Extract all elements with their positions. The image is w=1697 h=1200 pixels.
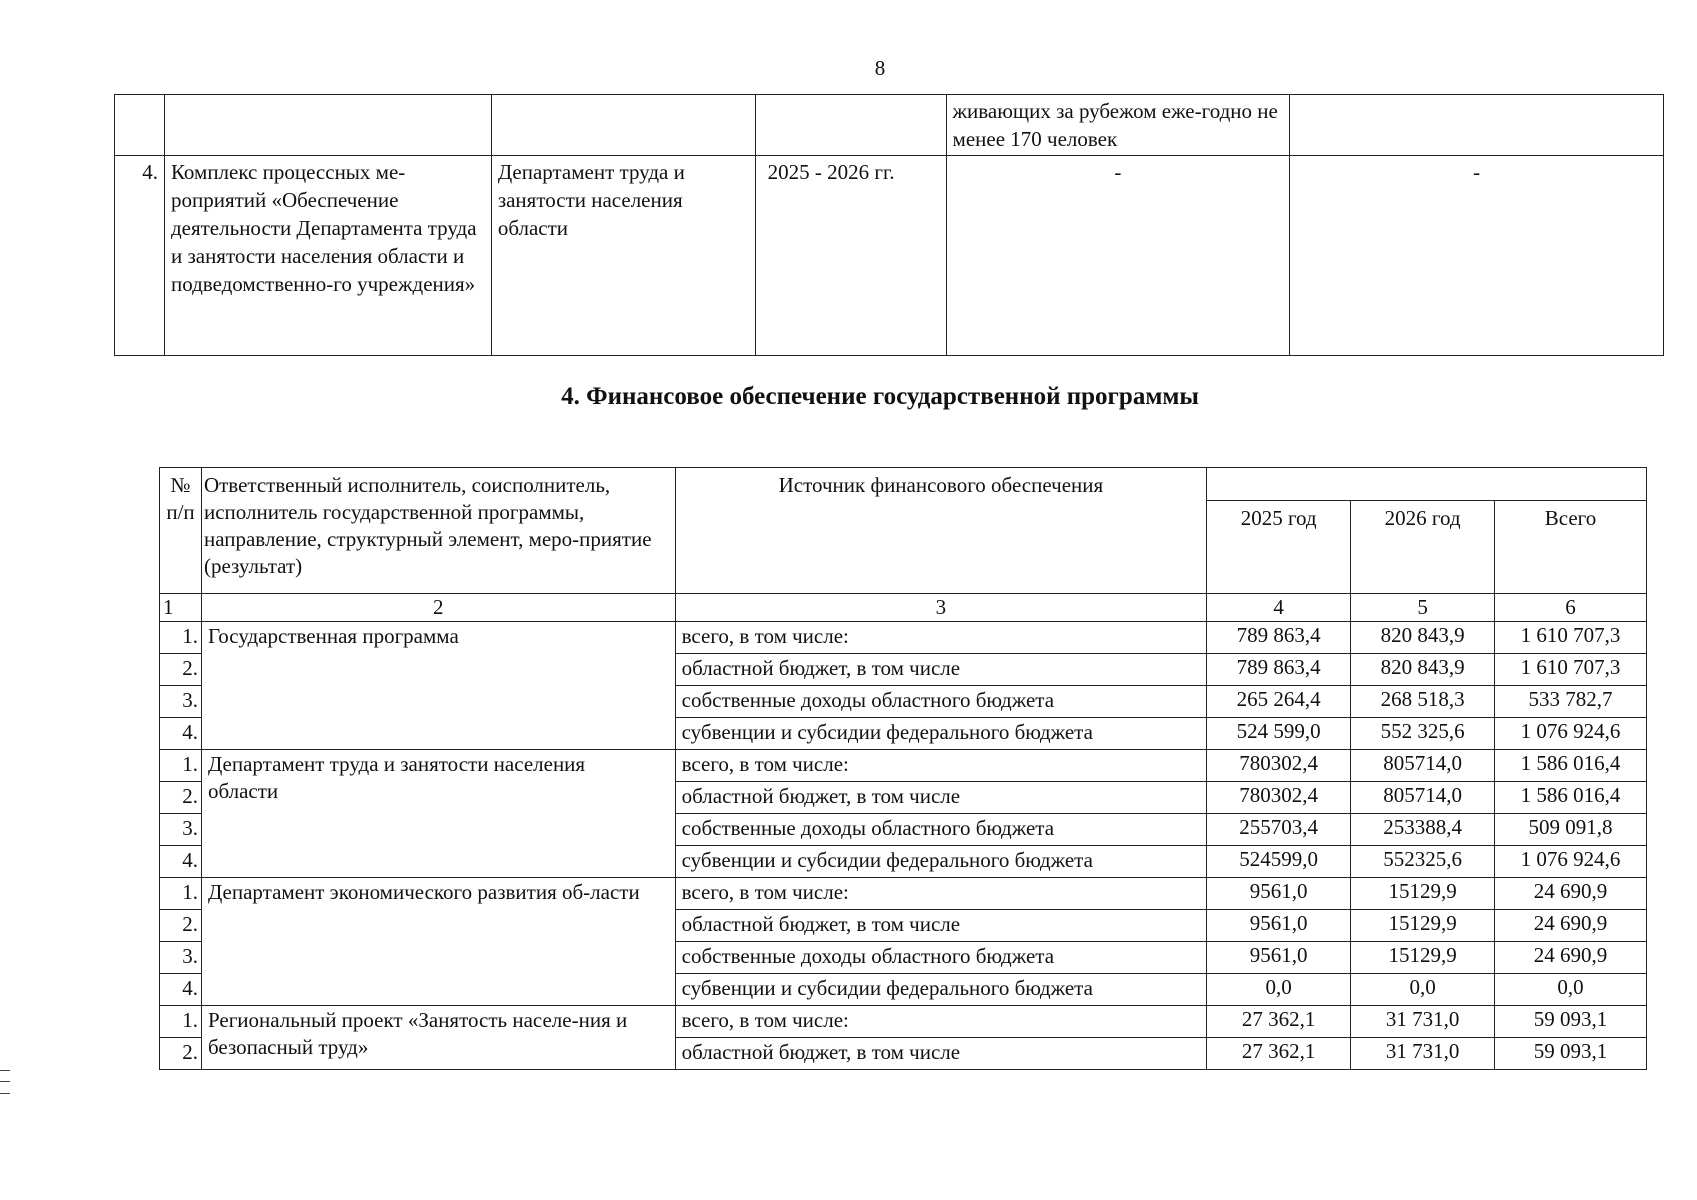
table-row [115, 95, 1664, 156]
row-index: 1. [160, 750, 202, 782]
cell-result: - [946, 156, 1290, 356]
cell-num [115, 95, 165, 156]
source-cell: собственные доходы областного бюджета [675, 942, 1207, 974]
cell-result: живающих за рубежом еже-годно не менее 170 человек [946, 95, 1290, 156]
value-2026: 253388,4 [1351, 814, 1495, 846]
cell-name [164, 95, 491, 156]
cell-extra: - [1290, 156, 1664, 356]
program-table-continuation [114, 94, 1664, 356]
col-number: 2 [201, 594, 675, 622]
page-number: 8 [874, 56, 886, 80]
value-2025: 255703,4 [1207, 814, 1351, 846]
value-2025: 27 362,1 [1207, 1038, 1351, 1070]
value-2025: 780302,4 [1207, 782, 1351, 814]
row-index: 2. [160, 1038, 202, 1070]
col-number: 5 [1351, 594, 1495, 622]
row-index: 4. [160, 718, 202, 750]
financing-table [159, 467, 1647, 1070]
group-name: Департамент труда и занятости населения области [201, 750, 675, 878]
value-total: 1 076 924,6 [1495, 718, 1647, 750]
value-2026: 552 325,6 [1351, 718, 1495, 750]
value-2026: 15129,9 [1351, 910, 1495, 942]
row-index: 3. [160, 814, 202, 846]
margin-mark [0, 1070, 10, 1094]
value-2025: 9561,0 [1207, 878, 1351, 910]
value-total: 1 610 707,3 [1495, 622, 1647, 654]
col-number: 3 [675, 594, 1207, 622]
source-cell: собственные доходы областного бюджета [675, 686, 1207, 718]
cell-period: 2025 - 2026 гг. [755, 156, 946, 356]
row-index: 2. [160, 654, 202, 686]
value-2026: 805714,0 [1351, 782, 1495, 814]
value-total: 533 782,7 [1495, 686, 1647, 718]
row-index: 4. [160, 974, 202, 1006]
value-total: 1 586 016,4 [1495, 782, 1647, 814]
header-years-group [1207, 468, 1647, 501]
value-2026: 31 731,0 [1351, 1006, 1495, 1038]
cell-executor [491, 95, 755, 156]
row-index: 2. [160, 910, 202, 942]
value-2025: 265 264,4 [1207, 686, 1351, 718]
header-2025: 2025 год [1207, 501, 1351, 594]
row-index: 1. [160, 622, 202, 654]
value-2025: 524599,0 [1207, 846, 1351, 878]
cell-extra [1290, 95, 1664, 156]
table-row [160, 1006, 1647, 1038]
group-name: Государственная программа [201, 622, 675, 750]
value-total: 59 093,1 [1495, 1038, 1647, 1070]
value-2026: 0,0 [1351, 974, 1495, 1006]
value-2025: 9561,0 [1207, 942, 1351, 974]
cell-period [755, 95, 946, 156]
source-cell: областной бюджет, в том числе [675, 1038, 1207, 1070]
value-total: 1 586 016,4 [1495, 750, 1647, 782]
source-cell: субвенции и субсидии федерального бюджета [675, 718, 1207, 750]
group-name: Департамент экономического развития об-ласти [201, 878, 675, 1006]
row-index: 3. [160, 942, 202, 974]
value-2025: 780302,4 [1207, 750, 1351, 782]
table-row [160, 878, 1647, 910]
row-index: 1. [160, 1006, 202, 1038]
value-total: 24 690,9 [1495, 910, 1647, 942]
value-2025: 789 863,4 [1207, 654, 1351, 686]
value-2025: 9561,0 [1207, 910, 1351, 942]
value-total: 0,0 [1495, 974, 1647, 1006]
value-2025: 0,0 [1207, 974, 1351, 1006]
value-total: 1 076 924,6 [1495, 846, 1647, 878]
source-cell: областной бюджет, в том числе [675, 782, 1207, 814]
source-cell: областной бюджет, в том числе [675, 910, 1207, 942]
table-row [160, 622, 1647, 654]
value-total: 1 610 707,3 [1495, 654, 1647, 686]
col-number: 1 [160, 594, 202, 622]
col-number: 6 [1495, 594, 1647, 622]
table-row [160, 750, 1647, 782]
row-index: 4. [160, 846, 202, 878]
header-source: Источник финансового обеспечения [675, 468, 1207, 594]
source-cell: всего, в том числе: [675, 750, 1207, 782]
row-index: 3. [160, 686, 202, 718]
cell-num: 4. [115, 156, 165, 356]
value-2026: 820 843,9 [1351, 654, 1495, 686]
row-index: 1. [160, 878, 202, 910]
header-num: № п/п [160, 468, 202, 594]
source-cell: областной бюджет, в том числе [675, 654, 1207, 686]
value-2026: 15129,9 [1351, 942, 1495, 974]
value-2026: 820 843,9 [1351, 622, 1495, 654]
header-total: Всего [1495, 501, 1647, 594]
row-index: 2. [160, 782, 202, 814]
header-2026: 2026 год [1351, 501, 1495, 594]
value-2025: 789 863,4 [1207, 622, 1351, 654]
source-cell: всего, в том числе: [675, 1006, 1207, 1038]
header-row [160, 468, 1647, 501]
value-total: 24 690,9 [1495, 942, 1647, 974]
value-2025: 27 362,1 [1207, 1006, 1351, 1038]
value-total: 59 093,1 [1495, 1006, 1647, 1038]
group-name: Региональный проект «Занятость населе-ния и безопасный труд» [201, 1006, 675, 1070]
header-executor: Ответственный исполнитель, соисполнитель, исполнитель государственной программы, направление, структурный элемент, меро-приятие (результат) [201, 468, 675, 594]
value-2026: 805714,0 [1351, 750, 1495, 782]
value-2026: 552325,6 [1351, 846, 1495, 878]
table-row [115, 156, 1664, 356]
cell-executor: Департамент труда и занятости населения области [491, 156, 755, 356]
value-2026: 31 731,0 [1351, 1038, 1495, 1070]
source-cell: субвенции и субсидии федерального бюджета [675, 846, 1207, 878]
col-number: 4 [1207, 594, 1351, 622]
value-2025: 524 599,0 [1207, 718, 1351, 750]
value-2026: 268 518,3 [1351, 686, 1495, 718]
source-cell: всего, в том числе: [675, 878, 1207, 910]
value-total: 24 690,9 [1495, 878, 1647, 910]
value-total: 509 091,8 [1495, 814, 1647, 846]
column-numbers-row [160, 594, 1647, 622]
source-cell: всего, в том числе: [675, 622, 1207, 654]
value-2026: 15129,9 [1351, 878, 1495, 910]
section-heading: 4. Финансовое обеспечение государственной программы [561, 383, 1199, 410]
source-cell: субвенции и субсидии федерального бюджета [675, 974, 1207, 1006]
cell-name: Комплекс процессных ме-роприятий «Обеспечение деятельности Департамента труда и занятости населения области и подведомственно-го учреждения» [164, 156, 491, 356]
source-cell: собственные доходы областного бюджета [675, 814, 1207, 846]
